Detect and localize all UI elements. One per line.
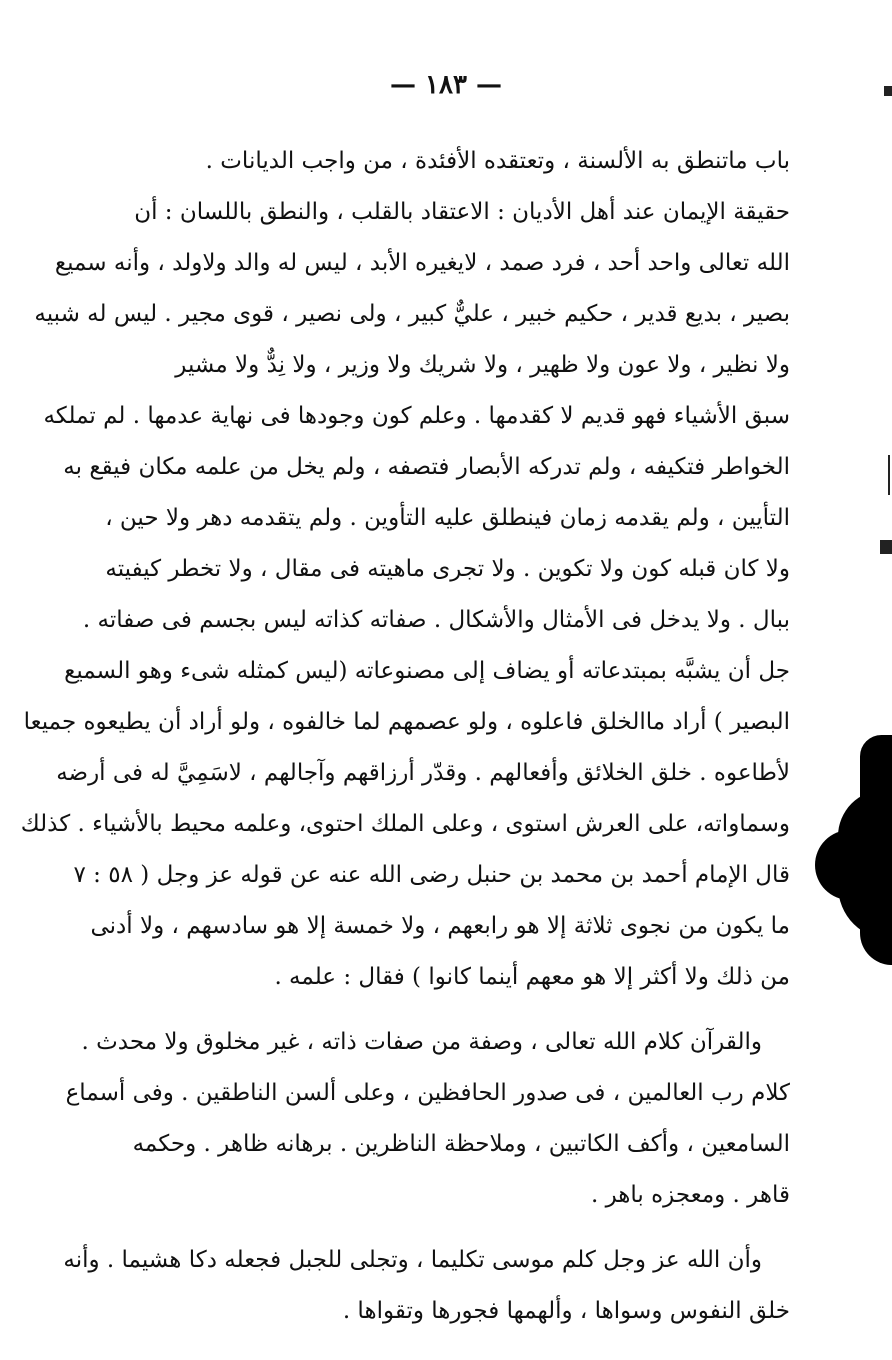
text-line: الخواطر فتكيفه ، ولم تدركه الأبصار فتصفه ، ولم يخل من علمه مكان فيقع به <box>63 454 790 480</box>
text-line: من ذلك ولا أكثر إلا هو معهم أينما كانوا ) فقال : علمه . <box>274 964 790 990</box>
edge-mark <box>880 540 892 554</box>
body-text <box>20 136 790 1337</box>
text-line: السامعين ، وأكف الكاتبين ، وملاحظة الناظرين . برهانه ظاهر . وحكمه <box>132 1131 790 1157</box>
edge-mark <box>884 86 892 96</box>
text-line: التأيين ، ولم يقدمه زمان فينطلق عليه التأوين . ولم يتقدمه دهر ولا حين ، <box>105 505 790 531</box>
paragraph <box>20 187 790 1003</box>
text-line: وأن الله عز وجل كلم موسى تكليما ، وتجلى للجبل فجعله دكا هشيما . وأنه <box>63 1247 762 1273</box>
text-line: لأطاعوه . خلق الخلائق وأفعالهم . وقدّر أرزاقهم وآجالهم ، لاسَمِيَّ له فى أرضه <box>56 760 790 786</box>
text-line: ولا كان قبله كون ولا تكوين . ولا تجرى ماهيته فى مقال ، ولا تخطر كيفيته <box>105 556 790 582</box>
text-line: خلق النفوس وسواها ، وألهمها فجورها وتقواها . <box>342 1298 790 1324</box>
edge-mark <box>888 455 890 495</box>
paragraph <box>150 136 790 187</box>
paragraph <box>63 1235 790 1337</box>
text-line: قاهر . ومعجزه باهر . <box>590 1182 790 1208</box>
text-line: باب ماتنطق به الألسنة ، وتعتقده الأفئدة ، من واجب الديانات . <box>205 148 790 174</box>
text-line: ولا نظير ، ولا عون ولا ظهير ، ولا شريك ولا وزير ، ولا نِدٌّ ولا مشير <box>175 352 790 378</box>
text-line: قال الإمام أحمد بن محمد بن حنبل رضى الله عنه عن قوله عز وجل ( ٥٨ : ٧ <box>73 862 790 888</box>
page-damage <box>815 830 885 900</box>
text-line: بصير ، بديع قدير ، حكيم خبير ، عليٌّ كبير ، ولى نصير ، قوى مجير . ليس له شبيه <box>34 301 790 327</box>
text-line: وسماواته، على العرش استوى ، وعلى الملك احتوى، وعلمه محيط بالأشياء . كذلك <box>20 811 790 837</box>
page-number: — ١٨٣ — <box>389 70 503 100</box>
text-line: والقرآن كلام الله تعالى ، وصفة من صفات ذاته ، غير مخلوق ولا محدث . <box>81 1029 762 1055</box>
text-line: كلام رب العالمين ، فى صدور الحافظين ، وعلى ألسن الناطقين . وفى أسماع <box>65 1080 790 1106</box>
paragraph <box>65 1017 790 1221</box>
text-line: حقيقة الإيمان عند أهل الأديان : الاعتقاد بالقلب ، والنطق باللسان : أن <box>134 199 790 225</box>
text-line: جل أن يشبَّه بمبتدعاته أو يضاف إلى مصنوعاته (ليس كمثله شىء وهو السميع <box>64 658 790 684</box>
text-line: ببال . ولا يدخل فى الأمثال والأشكال . صفاته كذاته ليس بجسم فى صفاته . <box>82 607 790 633</box>
text-line: البصير ) أراد ماالخلق فاعلوه ، ولو عصمهم لما خالفوه ، ولو أراد أن يطيعوه جميعا <box>23 709 790 735</box>
text-line: ما يكون من نجوى ثلاثة إلا هو رابعهم ، ولا خمسة إلا هو سادسهم ، ولا أدنى <box>90 913 790 939</box>
text-line: الله تعالى واحد أحد ، فرد صمد ، لايغيره الأبد ، ليس له والد ولاولد ، وأنه سميع <box>54 250 790 276</box>
text-line: سبق الأشياء فهو قديم لا كقدمها . وعلم كون وجودها فى نهاية عدمها . لم تملكه <box>43 403 790 429</box>
